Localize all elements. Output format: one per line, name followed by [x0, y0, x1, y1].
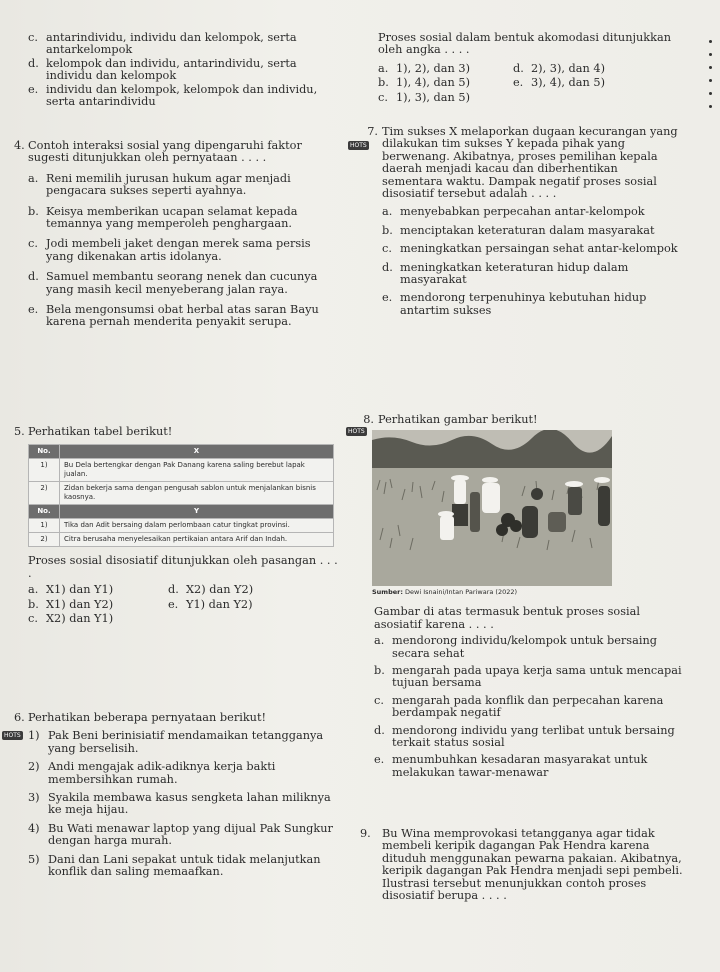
option-text: 2), 3), dan 4) — [531, 61, 605, 75]
farmers-photo — [372, 430, 612, 586]
option-label: a. — [382, 205, 393, 219]
q4-option-b[interactable] — [28, 206, 338, 231]
option-label: b. — [382, 223, 393, 237]
binding-holes — [709, 40, 715, 118]
q4-options — [28, 173, 338, 329]
q5-option-a[interactable] — [28, 584, 168, 596]
option-label: c. — [378, 90, 388, 104]
question-8 — [342, 414, 682, 779]
item-number: 5) — [28, 852, 40, 866]
row-text: Zidan bekerja sama dengan pengusah sablon untuk menjalankan bisnis kaosnya. — [60, 482, 334, 505]
option-text: 1), 2), dan 3) — [396, 61, 470, 75]
q5-table-wrap — [28, 444, 338, 547]
option-label: a. — [378, 61, 389, 75]
q6-stem — [14, 712, 338, 724]
q6-option-b[interactable] — [378, 77, 513, 89]
option-text: individu dan kelompok, kelompok dan individu, serta antarindividu — [46, 82, 318, 109]
option-label: d. — [382, 260, 393, 274]
q5-option-b[interactable] — [28, 599, 168, 611]
q7-option-e[interactable] — [382, 292, 680, 317]
option-label: b. — [28, 597, 39, 611]
option-label: d. — [374, 723, 385, 737]
header-x: X — [60, 445, 334, 459]
question-7 — [350, 126, 680, 317]
row-number: 1) — [29, 459, 60, 482]
q5-question: Proses sosial disosiatif ditunjukkan oleh pasangan . . . . — [28, 554, 338, 580]
hots-badge: HOTS — [350, 142, 367, 149]
option-label: e. — [374, 753, 385, 767]
option-text: X1) dan Y2) — [46, 597, 114, 611]
q6-option-a[interactable] — [378, 63, 513, 75]
option-label: c. — [28, 31, 38, 44]
question-number: 4. — [14, 139, 25, 152]
header-no: No. — [29, 445, 60, 459]
item-text: Andi mengajak adik-adiknya kerja bakti membersihkan rumah. — [48, 760, 276, 786]
q4-option-a[interactable] — [28, 173, 338, 198]
q8-option-d[interactable] — [374, 725, 682, 750]
q6-cont-stem: Proses sosial dalam bentuk akomodasi ditunjukkan oleh angka . . . . — [378, 31, 671, 57]
question-9 — [360, 828, 686, 902]
option-label: c. — [374, 693, 384, 707]
option-text: mengarah pada upaya kerja sama untuk mencapai tujuan bersama — [392, 664, 682, 690]
option-text: 3), 4), dan 5) — [531, 76, 605, 90]
q9-stem — [360, 828, 686, 902]
q3-option-e[interactable] — [28, 84, 338, 109]
table-header-x — [29, 445, 334, 459]
option-text: X2) dan Y1) — [46, 612, 114, 626]
question-6 — [4, 711, 338, 879]
table-header-y — [29, 505, 334, 519]
question-stem: Tim sukses X melaporkan dugaan kecurangan yang dilakukan tim sukses Y kepada pihak yang berwenang. Akibatnya, proses pemilihan kepala daerah menjadi kacau dan diberhentikan sementara waktu. Dampak negatif proses sosial disosiatif tersebut adalah . . . . — [382, 125, 678, 201]
option-label: e. — [513, 76, 524, 90]
question-number: 5. — [14, 425, 25, 438]
q3-option-c[interactable] — [28, 32, 338, 57]
q8-question: Gambar di atas termasuk bentuk proses sosial asosiatif karena . . . . — [374, 605, 640, 631]
caption-label: Sumber: — [372, 588, 403, 597]
photo-caption — [372, 588, 682, 596]
q6-item-5 — [28, 854, 338, 879]
q7-option-d[interactable] — [382, 262, 680, 287]
q6-option-d[interactable] — [513, 63, 643, 75]
option-label: e. — [28, 82, 39, 96]
q8-option-b[interactable] — [374, 665, 682, 690]
q4-option-e[interactable] — [28, 304, 338, 329]
question-stem: Perhatikan gambar berikut! — [378, 413, 538, 426]
option-label: e. — [168, 597, 179, 611]
q4-option-c[interactable] — [28, 238, 338, 263]
item-text: Bu Wati menawar laptop yang dijual Pak Sungkur dengan harga murah. — [48, 821, 333, 848]
q6-option-c[interactable] — [378, 92, 513, 104]
q5-option-c[interactable] — [28, 613, 168, 625]
option-label: d. — [28, 270, 39, 284]
table-row — [29, 519, 334, 533]
option-label: a. — [28, 583, 39, 597]
question-4 — [14, 140, 338, 329]
question-6-continuation — [378, 32, 678, 104]
option-text: 1), 3), dan 5) — [396, 90, 470, 104]
q6-item-3 — [28, 792, 338, 817]
option-text: mendorong terpenuhinya kebutuhan hidup antartim sukses — [400, 291, 647, 317]
header-y: Y — [60, 505, 334, 519]
q5-stem — [14, 426, 338, 438]
option-label: d. — [513, 61, 524, 75]
question-3-continuation — [28, 32, 338, 108]
q5-option-e[interactable] — [168, 599, 298, 611]
table-row — [29, 533, 334, 547]
q7-option-c[interactable] — [382, 243, 680, 255]
option-text: menciptakan keteraturan dalam masyarakat — [400, 223, 655, 237]
row-text: Bu Dela bertengkar dengan Pak Danang karena saling berebut lapak jualan. — [60, 459, 334, 482]
item-number: 4) — [28, 821, 40, 835]
table-row — [29, 459, 334, 482]
option-label: a. — [28, 171, 39, 185]
option-text: menyebabkan perpecahan antar-kelompok — [400, 205, 645, 219]
option-label: c. — [28, 237, 38, 251]
question-stem: Contoh interaksi sosial yang dipengaruhi faktor sugesti ditunjukkan oleh pernyataan . . . . — [28, 139, 302, 165]
option-label: a. — [374, 634, 385, 648]
hots-badge: HOTS — [348, 428, 365, 435]
q4-stem — [14, 140, 338, 165]
q5-option-d[interactable] — [168, 584, 298, 596]
q8-options — [374, 635, 682, 779]
question-number: 8. — [363, 413, 374, 426]
question-number: 6. — [14, 711, 25, 724]
item-number: 2) — [28, 760, 40, 774]
q6-item-1 — [28, 730, 338, 755]
option-text: Y1) dan Y2) — [186, 597, 253, 611]
row-number: 2) — [29, 533, 60, 547]
caption-text: Dewi Isnaini/Intan Pariwara (2022) — [405, 588, 518, 597]
q7-stem — [350, 126, 680, 200]
row-number: 1) — [29, 519, 60, 533]
option-text: 1), 4), dan 5) — [396, 76, 470, 90]
item-number: 1) — [28, 729, 40, 743]
question-5 — [14, 426, 338, 625]
option-label: d. — [28, 56, 39, 70]
option-label: e. — [382, 291, 393, 305]
question-stem: Perhatikan beberapa pernyataan berikut! — [28, 711, 267, 724]
q8-stem — [342, 414, 682, 426]
row-text: Tika dan Adit bersaing dalam perlombaan catur tingkat provinsi. — [60, 519, 334, 533]
option-label: b. — [374, 664, 385, 678]
option-text: X2) dan Y2) — [186, 583, 254, 597]
option-text: Jodi membeli jaket dengan merek sama persis yang dikenakan artis idolanya. — [46, 237, 311, 263]
rice-field-photo — [372, 430, 612, 586]
q4-option-d[interactable] — [28, 271, 338, 296]
item-text: Syakila membawa kasus sengketa lahan miliknya ke meja hijau. — [48, 791, 331, 817]
q3-option-d[interactable] — [28, 58, 338, 83]
q6-item-2 — [28, 761, 338, 786]
hots-badge: HOTS — [4, 732, 21, 740]
q8-option-e[interactable] — [374, 754, 682, 779]
q5-table — [28, 444, 334, 547]
option-text: mendorong individu yang terlibat untuk bersaing terkait status sosial — [392, 723, 675, 750]
option-text: antarindividu, individu dan kelompok, serta antarkelompok — [46, 31, 297, 57]
question-stem: Bu Wina memprovokasi tetangganya agar tidak membeli keripik dagangan Pak Hendra karena dituduh menggunakan pewarna pakaian. Akibatnya, keripik dagangan Pak Hendra menjadi sepi pembeli. Ilustrasi tersebut menunjukkan contoh proses disosiatif berupa . . . . — [382, 827, 683, 903]
q8-option-c[interactable] — [374, 695, 682, 720]
q6-cont-options — [378, 63, 678, 104]
q6-item-4 — [28, 823, 338, 848]
option-text: Bela mengonsumsi obat herbal atas saran Bayu karena pernah menderita penyakit serupa. — [46, 303, 319, 329]
header-no: No. — [29, 505, 60, 519]
option-text: Reni memilih jurusan hukum agar menjadi pengacara sukses seperti ayahnya. — [46, 171, 291, 198]
option-label: d. — [168, 583, 179, 597]
item-text: Dani dan Lani sepakat untuk tidak melanjutkan konflik dan saling memaafkan. — [48, 852, 321, 879]
item-number: 3) — [28, 791, 40, 805]
option-label: c. — [28, 612, 38, 626]
option-text: Keisya memberikan ucapan selamat kepada temannya yang memperoleh penghargaan. — [46, 204, 298, 231]
q6-option-e[interactable] — [513, 77, 643, 89]
option-text: menumbuhkan kesadaran masyarakat untuk melakukan tawar-menawar — [392, 753, 648, 779]
option-text: Samuel membantu seorang nenek dan cucunya yang masih kecil menyeberang jalan raya. — [46, 270, 318, 296]
item-text: Pak Beni berinisiatif mendamaikan tetangganya yang berselisih. — [48, 729, 324, 755]
option-label: b. — [378, 76, 389, 90]
q6-items — [4, 729, 338, 879]
q7-options — [382, 206, 680, 317]
option-text: kelompok dan individu, antarindividu, serta individu dan kelompok — [46, 56, 297, 83]
q7-option-b[interactable] — [382, 225, 680, 237]
table-row — [29, 482, 334, 505]
question-number: 9. — [360, 827, 371, 840]
option-text: mengarah pada konflik dan perpecahan karena berdampak negatif — [392, 693, 664, 720]
option-text: meningkatkan keteraturan hidup dalam masyarakat — [400, 260, 629, 287]
row-text: Citra berusaha menyelesaikan pertikaian antara Arif dan Indah. — [60, 533, 334, 547]
row-number: 2) — [29, 482, 60, 505]
q7-option-a[interactable] — [382, 206, 680, 218]
option-label: e. — [28, 303, 39, 317]
q8-option-a[interactable] — [374, 635, 682, 660]
q5-options — [28, 584, 338, 625]
option-text: meningkatkan persaingan sehat antar-kelompok — [400, 242, 678, 256]
option-text: X1) dan Y1) — [46, 583, 114, 597]
option-label: c. — [382, 242, 392, 256]
option-text: mendorong individu/kelompok untuk bersaing secara sehat — [392, 634, 657, 660]
option-label: b. — [28, 204, 39, 218]
question-number: 7. — [367, 125, 378, 138]
question-stem: Perhatikan tabel berikut! — [28, 425, 173, 438]
